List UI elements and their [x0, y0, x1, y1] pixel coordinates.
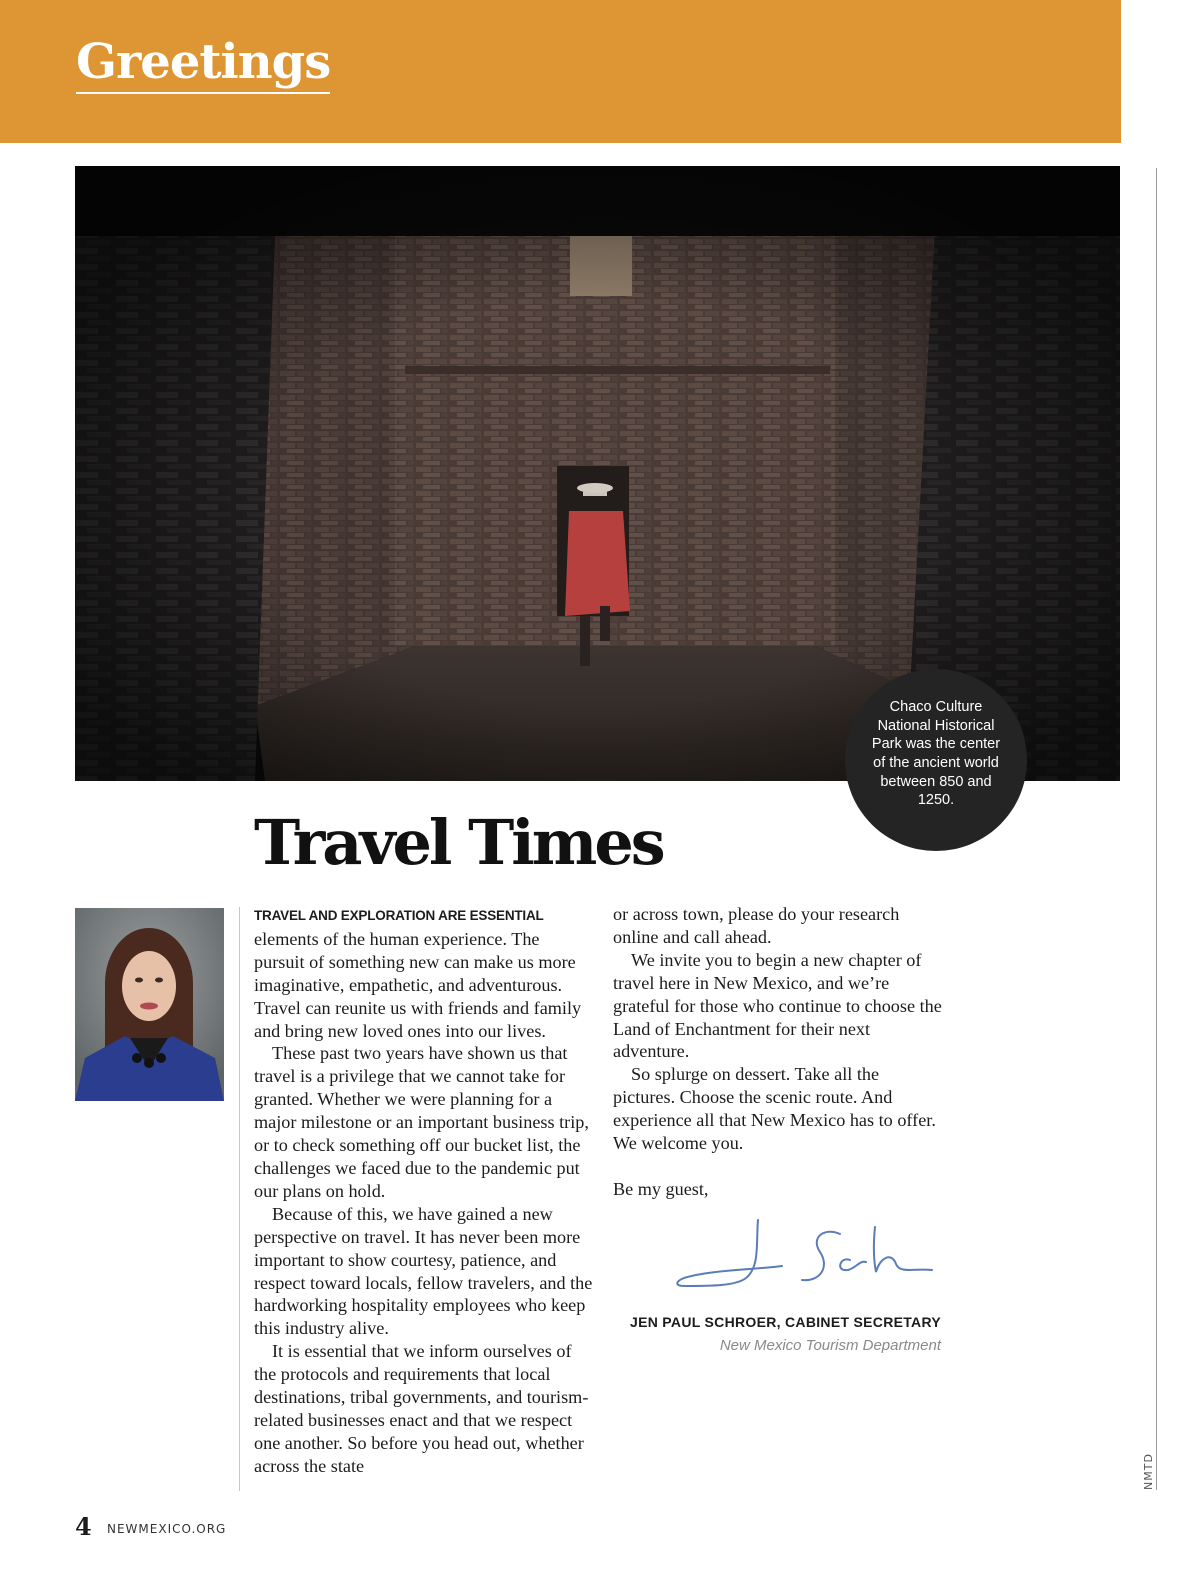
- lead-in: TRAVEL AND EXPLORATION ARE ESSENTIAL: [254, 908, 544, 923]
- photo-credit: NMTD: [1142, 1453, 1155, 1490]
- paragraph-text: elements of the human experience. The pursuit of something new can make us more imaginative, empathetic, and adventurous. Travel can reunite us with friends and family and bring new loved ones into our lives.: [254, 928, 582, 1041]
- paragraph: or across town, please do your research online and call ahead.: [613, 904, 900, 947]
- section-banner: [0, 0, 1121, 143]
- paragraph: These past two years have shown us that travel is a privilege that we cannot take for granted. Whether we were planning for a major milestone or an important business trip, or to check something off our bucket list, the challenges we faced due to the pandemic put our plans on hold.: [254, 1043, 589, 1201]
- spacer: [613, 1155, 943, 1178]
- paragraph: [254, 903, 594, 1042]
- paragraph: We invite you to begin a new chapter of travel here in New Mexico, and we’re grateful for those who continue to choose the Land of Enchantment for their next adventure.: [613, 949, 942, 1062]
- column-rule: [239, 907, 240, 1491]
- article-column-1: [254, 903, 594, 1478]
- signer-organization: New Mexico Tourism Department: [719, 1337, 941, 1354]
- photo-caption: Chaco Culture National Historical Park was the center of the ancient world between 850 and 1250.: [871, 698, 1001, 809]
- margin-rule: [1156, 168, 1157, 1490]
- paragraph: It is essential that we inform ourselves of the protocols and requirements that local destinations, tribal governments, and tourism-related businesses enact and that we respect one another. So before you head out, whether across the state: [254, 1341, 589, 1476]
- footer-website: NEWMEXICO.ORG: [107, 1522, 227, 1536]
- paragraph: Because of this, we have gained a new perspective on travel. It has never been more important to show courtesy, patience, and respect toward locals, fellow travelers, and the hardworking hospitality employees who keep this industry alive.: [254, 1203, 593, 1339]
- author-portrait-photo: [75, 908, 224, 1101]
- author-portrait: [75, 908, 224, 1101]
- closing-line: Be my guest,: [613, 1178, 709, 1199]
- article-headline: Travel Times: [254, 806, 663, 879]
- article-column-2: [613, 903, 943, 1201]
- handwritten-signature: [670, 1212, 940, 1302]
- paragraph: So splurge on dessert. Take all the pictures. Choose the scenic route. And experience all that New Mexico has to offer. We welcome you.: [613, 1064, 936, 1154]
- section-title: Greetings: [76, 38, 330, 94]
- photo-caption-badge: [845, 669, 1027, 851]
- page-number: 4: [75, 1512, 92, 1541]
- signer-name: JEN PAUL SCHROER, CABINET SECRETARY: [629, 1314, 941, 1330]
